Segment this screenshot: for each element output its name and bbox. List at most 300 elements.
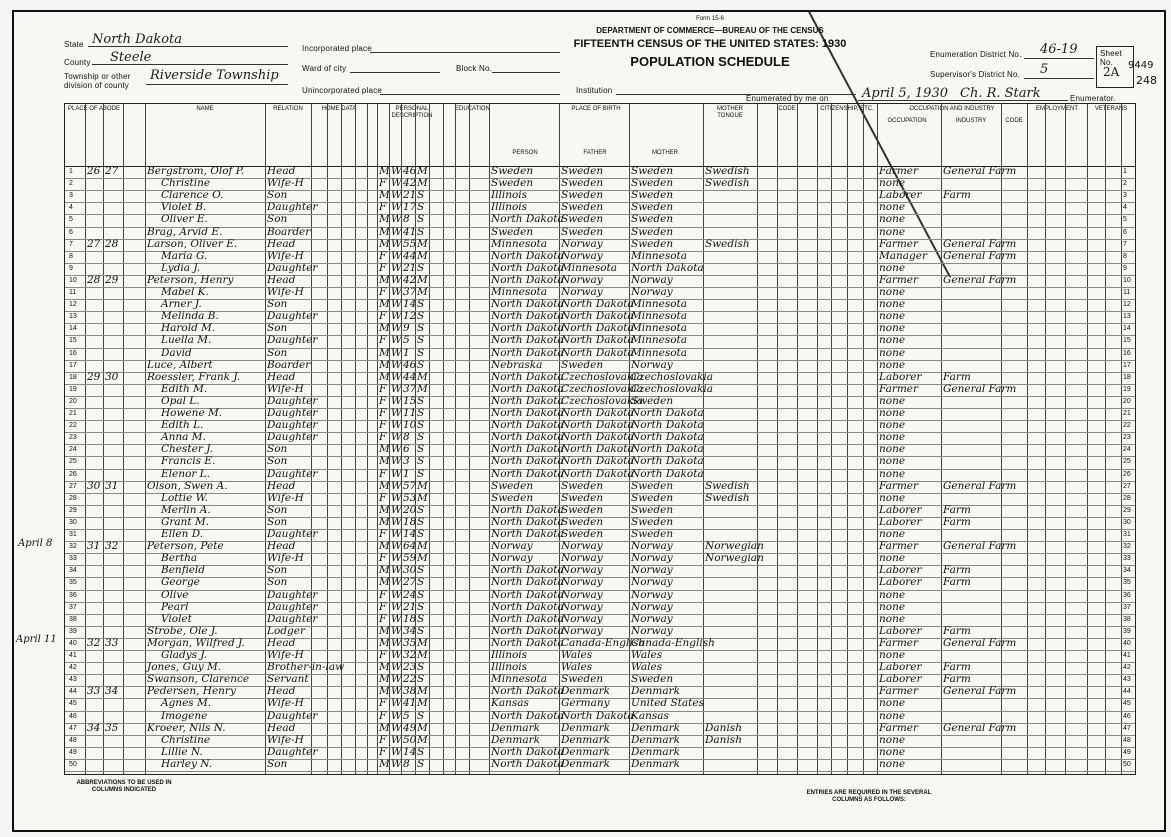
cell-pb: Sweden: [491, 165, 534, 177]
cell-fb: North Dakota: [561, 443, 634, 456]
cell-fb: Canada-English: [561, 636, 645, 649]
cell-ms: S: [417, 467, 425, 480]
cell-ind: Farm: [943, 370, 971, 383]
cell-rel: Wife-H: [267, 382, 304, 395]
cell-occ: Laborer: [879, 515, 922, 528]
line-number: 23: [69, 434, 77, 442]
cell-ms: S: [417, 298, 425, 311]
cell-race: W: [391, 564, 402, 577]
cell-age: 9: [403, 322, 410, 335]
cell-race: W: [391, 165, 402, 177]
line-number: 30: [69, 518, 77, 526]
cell-ind: General Farm: [943, 273, 1017, 286]
cell-race: W: [391, 237, 402, 250]
cell-rel: Boarder: [267, 225, 311, 238]
cell-ms: M: [417, 382, 428, 395]
cell-occ: none: [879, 733, 906, 746]
cell-sex: M: [379, 503, 390, 516]
cell-occ: none: [879, 467, 906, 480]
cell-occ: none: [879, 334, 906, 347]
supervisor-label: Supervisor's District No.: [930, 70, 1021, 79]
county-label: County: [64, 58, 91, 67]
cell-ind: General Farm: [943, 165, 1017, 177]
cell-occ: none: [879, 261, 906, 274]
cell-race: W: [391, 394, 402, 407]
cell-name: Jones, Guy M.: [147, 661, 222, 674]
cell-age: 22: [403, 673, 417, 686]
cell-sex: F: [379, 394, 387, 407]
cell-ind: General Farm: [943, 237, 1017, 250]
cell-age: 1: [403, 346, 410, 359]
cell-rel: Son: [267, 298, 288, 311]
cell-occ: none: [879, 322, 906, 335]
cell-mb: Minnesota: [631, 310, 688, 323]
cell-mb: Norway: [631, 612, 673, 625]
cell-occ: none: [879, 394, 906, 407]
line-number: 3: [69, 192, 73, 200]
cell-fb: North Dakota: [561, 709, 634, 722]
cell-fam: 35: [105, 721, 119, 734]
line-number: 26: [1123, 470, 1131, 478]
cell-occ: Farmer: [879, 636, 919, 649]
cell-occ: none: [879, 528, 906, 540]
line-number: 2: [1123, 180, 1127, 188]
cell-race: W: [391, 721, 402, 734]
line-number: 16: [1123, 349, 1131, 357]
cell-age: 27: [403, 576, 417, 589]
line-number: 39: [69, 627, 77, 635]
cell-occ: Laborer: [879, 503, 922, 516]
cell-mb: Sweden: [631, 237, 674, 250]
cell-name: Bertha: [161, 552, 198, 565]
margin-note-april-8: April 8: [18, 538, 53, 549]
line-number: 45: [1123, 700, 1131, 708]
cell-ms: S: [417, 612, 425, 625]
cell-age: 6: [403, 443, 410, 456]
cell-sex: M: [379, 237, 390, 250]
cell-sex: M: [379, 165, 390, 177]
cell-mb: Denmark: [631, 685, 680, 698]
cell-fb: Norway: [561, 540, 603, 553]
cell-name: Peterson, Henry: [147, 273, 234, 286]
line-number: 35: [69, 579, 77, 587]
enum-district-label: Enumeration District No.: [930, 50, 1022, 59]
cell-name: Arner J.: [161, 298, 202, 311]
cell-pb: North Dakota: [491, 334, 564, 347]
cell-mb: Sweden: [631, 201, 674, 214]
cell-name: Brag, Arvid E.: [147, 225, 223, 238]
line-number: 2: [69, 180, 73, 188]
cell-pb: North Dakota: [491, 310, 564, 323]
cell-rel: Daughter: [267, 431, 318, 444]
sub-industry: INDUSTRY: [955, 118, 987, 124]
cell-name: Francis E.: [161, 455, 216, 468]
cell-name: Agnes M.: [161, 697, 212, 710]
cell-sex: F: [379, 201, 387, 214]
cell-fb: Sweden: [561, 358, 604, 371]
cell-pb: North Dakota: [491, 685, 564, 698]
cell-ind: Farm: [943, 624, 971, 637]
cell-occ: none: [879, 443, 906, 456]
cell-mb: Denmark: [631, 721, 680, 734]
cell-dw: 27: [87, 237, 101, 250]
enum-district-value: 46-19: [1040, 42, 1078, 57]
cell-ms: S: [417, 419, 425, 432]
cell-age: 44: [403, 370, 417, 383]
cell-mb: Denmark: [631, 757, 680, 770]
cell-occ: none: [879, 310, 906, 323]
cell-age: 23: [403, 661, 417, 674]
cell-pb: North Dakota: [491, 709, 564, 722]
cell-ms: M: [417, 697, 428, 710]
line-number: 14: [69, 325, 77, 333]
cell-name: Bergstrom, Olof P.: [147, 165, 245, 177]
cell-pb: North Dakota: [491, 298, 564, 311]
line-number: 9: [1123, 264, 1127, 272]
cell-age: 59: [403, 552, 417, 565]
cell-age: 55: [403, 237, 417, 250]
cell-fb: North Dakota: [561, 346, 634, 359]
line-number: 43: [69, 676, 77, 684]
cell-rel: Head: [267, 685, 296, 698]
line-number: 49: [69, 748, 77, 756]
cell-occ: none: [879, 358, 906, 371]
cell-age: 21: [403, 600, 417, 613]
cell-sex: F: [379, 491, 387, 504]
cell-name: David: [161, 346, 192, 359]
cell-name: George: [161, 576, 200, 589]
cell-age: 5: [403, 334, 410, 347]
cell-sex: M: [379, 455, 390, 468]
cell-age: 24: [403, 588, 417, 601]
cell-occ: none: [879, 213, 906, 226]
cell-rel: Son: [267, 757, 288, 770]
cell-pb: North Dakota: [491, 419, 564, 432]
cell-rel: Son: [267, 213, 288, 226]
county-value: Steele: [110, 50, 152, 65]
line-number: 28: [69, 494, 77, 502]
line-number: 4: [69, 204, 73, 212]
cell-sex: F: [379, 588, 387, 601]
sheet-value: 2A: [1103, 65, 1120, 79]
cell-rel: Daughter: [267, 261, 318, 274]
cell-name: Christine: [161, 733, 211, 746]
cell-age: 8: [403, 757, 410, 770]
cell-rel: Head: [267, 237, 296, 250]
cell-age: 37: [403, 382, 417, 395]
cell-occ: none: [879, 419, 906, 432]
cell-pb: Nebraska: [491, 358, 543, 371]
cell-mb: Canada-English: [631, 636, 715, 649]
cell-occ: Farmer: [879, 382, 919, 395]
cell-fam: 33: [105, 636, 119, 649]
line-number: 14: [1123, 325, 1131, 333]
cell-age: 5: [403, 709, 410, 722]
cell-occ: none: [879, 491, 906, 504]
cell-race: W: [391, 322, 402, 335]
line-number: 45: [69, 700, 77, 708]
line-number: 29: [1123, 506, 1131, 514]
cell-fb: Norway: [561, 624, 603, 637]
cell-ms: M: [417, 237, 428, 250]
cell-sex: M: [379, 673, 390, 686]
cell-ms: S: [417, 201, 425, 214]
cell-occ: none: [879, 431, 906, 444]
line-number: 19: [69, 385, 77, 393]
cell-sex: M: [379, 298, 390, 311]
cell-name: Howene M.: [161, 407, 223, 419]
cell-ind: General Farm: [943, 540, 1017, 553]
cell-age: 35: [403, 636, 417, 649]
cell-fb: Norway: [561, 286, 603, 298]
cell-age: 38: [403, 685, 417, 698]
cell-rel: Son: [267, 455, 288, 468]
cell-ms: M: [417, 370, 428, 383]
line-number: 20: [69, 397, 77, 405]
cell-sex: M: [379, 685, 390, 698]
cell-mb: Norway: [631, 273, 673, 286]
cell-rel: Head: [267, 165, 296, 177]
cell-ms: M: [417, 273, 428, 286]
cell-sex: F: [379, 709, 387, 722]
cell-fb: Sweden: [561, 177, 604, 190]
cell-pb: North Dakota: [491, 515, 564, 528]
cell-fb: Sweden: [561, 189, 604, 202]
col-mother-tongue: MOTHER TONGUE: [717, 106, 743, 119]
cell-fb: Norway: [561, 600, 603, 613]
entries-title: ENTRIES ARE REQUIRED IN THE SEVERAL COLUMNS AS FOLLOWS:: [806, 790, 932, 803]
cell-age: 50: [403, 733, 417, 746]
cell-mb: North Dakota: [631, 455, 704, 468]
cell-sex: F: [379, 286, 387, 298]
cell-fb: North Dakota: [561, 431, 634, 444]
line-number: 6: [69, 228, 73, 236]
cell-mb: Norway: [631, 600, 673, 613]
state-label: State: [64, 40, 84, 49]
cell-age: 46: [403, 358, 417, 371]
cell-occ: Manager: [879, 249, 927, 262]
cell-mb: Denmark: [631, 733, 680, 746]
cell-race: W: [391, 177, 402, 190]
cell-name: Elenor L.: [161, 467, 210, 480]
cell-mb: North Dakota: [631, 431, 704, 444]
cell-sex: F: [379, 249, 387, 262]
line-number: 10: [1123, 276, 1131, 284]
cell-age: 1: [403, 467, 410, 480]
cell-name: Ellen D.: [161, 528, 204, 540]
cell-fb: North Dakota: [561, 298, 634, 311]
cell-mb: Sweden: [631, 491, 674, 504]
line-number: 35: [1123, 579, 1131, 587]
cell-fb: Sweden: [561, 491, 604, 504]
line-number: 27: [1123, 482, 1131, 490]
cell-ms: M: [417, 177, 428, 190]
cell-ms: M: [417, 540, 428, 553]
cell-mb: North Dakota: [631, 419, 704, 432]
cell-name: Edith M.: [161, 382, 208, 395]
cell-sex: F: [379, 261, 387, 274]
cell-pb: North Dakota: [491, 624, 564, 637]
cell-fb: Norway: [561, 237, 603, 250]
cell-ind: General Farm: [943, 636, 1017, 649]
line-number: 36: [69, 591, 77, 599]
cell-pb: North Dakota: [491, 394, 564, 407]
cell-rel: Son: [267, 515, 288, 528]
cell-rel: Servant: [267, 673, 309, 686]
cell-age: 21: [403, 261, 417, 274]
line-number: 50: [69, 760, 77, 768]
cell-sex: F: [379, 431, 387, 444]
cell-ms: S: [417, 358, 425, 371]
cell-fb: Czechoslovakia: [561, 394, 643, 407]
cell-fam: 34: [105, 685, 119, 698]
line-number: 13: [1123, 313, 1131, 321]
cell-race: W: [391, 479, 402, 492]
cell-tongue: Swedish: [705, 479, 750, 492]
cell-pb: North Dakota: [491, 322, 564, 335]
line-number: 1: [69, 168, 73, 175]
cell-occ: none: [879, 177, 906, 190]
line-number: 26: [69, 470, 77, 478]
cell-age: 15: [403, 394, 417, 407]
cell-ms: S: [417, 624, 425, 637]
cell-rel: Wife-H: [267, 697, 304, 710]
cell-mb: Minnesota: [631, 249, 688, 262]
cell-ms: S: [417, 213, 425, 226]
cell-occ: none: [879, 588, 906, 601]
cell-age: 32: [403, 649, 417, 661]
line-number: 36: [1123, 591, 1131, 599]
line-number: 46: [69, 712, 77, 720]
cell-rel: Daughter: [267, 467, 318, 480]
footer: [64, 778, 1134, 822]
cell-name: Harley N.: [161, 757, 213, 770]
cell-fb: North Dakota: [561, 419, 634, 432]
cell-sex: M: [379, 479, 390, 492]
enumerator-name: Ch. R. Stark: [960, 86, 1041, 101]
cell-age: 3: [403, 455, 410, 468]
cell-name: Harold M.: [161, 322, 216, 335]
cell-ms: S: [417, 394, 425, 407]
cell-age: 30: [403, 564, 417, 577]
cell-name: Roessler, Frank J.: [147, 370, 241, 383]
cell-occ: none: [879, 745, 906, 758]
line-number: 28: [1123, 494, 1131, 502]
cell-fb: Wales: [561, 661, 593, 674]
enumerated-label: Enumerated by me on: [746, 94, 829, 103]
cell-mb: Wales: [631, 649, 663, 661]
cell-pb: Sweden: [491, 225, 534, 238]
cell-rel: Daughter: [267, 528, 318, 540]
cell-dw: 33: [87, 685, 101, 698]
cell-rel: Son: [267, 189, 288, 202]
cell-tongue: Norwegian: [705, 552, 764, 565]
cell-race: W: [391, 588, 402, 601]
cell-race: W: [391, 334, 402, 347]
cell-mb: Sweden: [631, 394, 674, 407]
cell-sex: M: [379, 757, 390, 770]
cell-name: Strobe, Ole J.: [147, 624, 218, 637]
cell-race: W: [391, 673, 402, 686]
line-number: 11: [1123, 289, 1131, 296]
cell-mb: Norway: [631, 286, 673, 298]
cell-fb: North Dakota: [561, 407, 634, 419]
cell-rel: Boarder: [267, 358, 311, 371]
cell-name: Oliver E.: [161, 213, 208, 226]
line-number: 34: [69, 567, 77, 575]
department-title: DEPARTMENT OF COMMERCE—BUREAU OF THE CENSUS: [596, 26, 824, 35]
cell-pb: Kansas: [491, 697, 529, 710]
cell-mb: United States: [631, 697, 704, 710]
cell-rel: Daughter: [267, 310, 318, 323]
cell-occ: Laborer: [879, 564, 922, 577]
cell-race: W: [391, 213, 402, 226]
cell-race: W: [391, 201, 402, 214]
cell-pb: North Dakota: [491, 370, 564, 383]
cell-age: 41: [403, 697, 417, 710]
cell-mb: North Dakota: [631, 407, 704, 419]
cell-ms: S: [417, 503, 425, 516]
cell-race: W: [391, 733, 402, 746]
cell-race: W: [391, 757, 402, 770]
line-number: 18: [1123, 373, 1131, 381]
cell-sex: M: [379, 636, 390, 649]
cell-fam: 31: [105, 479, 119, 492]
cell-race: W: [391, 455, 402, 468]
cell-fb: Sweden: [561, 528, 604, 540]
cell-dw: 34: [87, 721, 101, 734]
cell-name: Luce, Albert: [147, 358, 213, 371]
cell-dw: 30: [87, 479, 101, 492]
line-number: 31: [69, 531, 77, 538]
cell-pb: Minnesota: [491, 286, 548, 298]
cell-fb: Sweden: [561, 673, 604, 686]
cell-name: Melinda B.: [161, 310, 219, 323]
cell-fam: 32: [105, 540, 119, 553]
cell-pb: Minnesota: [491, 237, 548, 250]
cell-name: Anna M.: [161, 431, 206, 444]
line-number: 32: [1123, 543, 1131, 551]
cell-mb: Wales: [631, 661, 663, 674]
cell-age: 42: [403, 273, 417, 286]
line-number: 48: [69, 736, 77, 744]
line-number: 22: [69, 422, 77, 430]
cell-fb: Sweden: [561, 515, 604, 528]
cell-rel: Son: [267, 322, 288, 335]
cell-race: W: [391, 225, 402, 238]
line-number: 42: [1123, 664, 1131, 672]
cell-occ: none: [879, 709, 906, 722]
cell-name: Merlin A.: [161, 503, 211, 516]
line-number: 46: [1123, 712, 1131, 720]
cell-mb: Norway: [631, 624, 673, 637]
col-personal: PERSONAL DESCRIPTION: [391, 106, 433, 119]
cell-rel: Daughter: [267, 334, 318, 347]
cell-occ: Farmer: [879, 540, 919, 553]
cell-fb: North Dakota: [561, 310, 634, 323]
cell-race: W: [391, 636, 402, 649]
cell-race: W: [391, 600, 402, 613]
cell-tongue: Danish: [705, 721, 742, 734]
cell-ms: M: [417, 165, 428, 177]
cell-age: 34: [403, 624, 417, 637]
cell-tongue: Swedish: [705, 177, 750, 190]
cell-fb: Sweden: [561, 225, 604, 238]
line-number: 24: [1123, 446, 1131, 454]
cell-race: W: [391, 273, 402, 286]
col-code: CODE: [778, 106, 796, 112]
line-number: 24: [69, 446, 77, 454]
